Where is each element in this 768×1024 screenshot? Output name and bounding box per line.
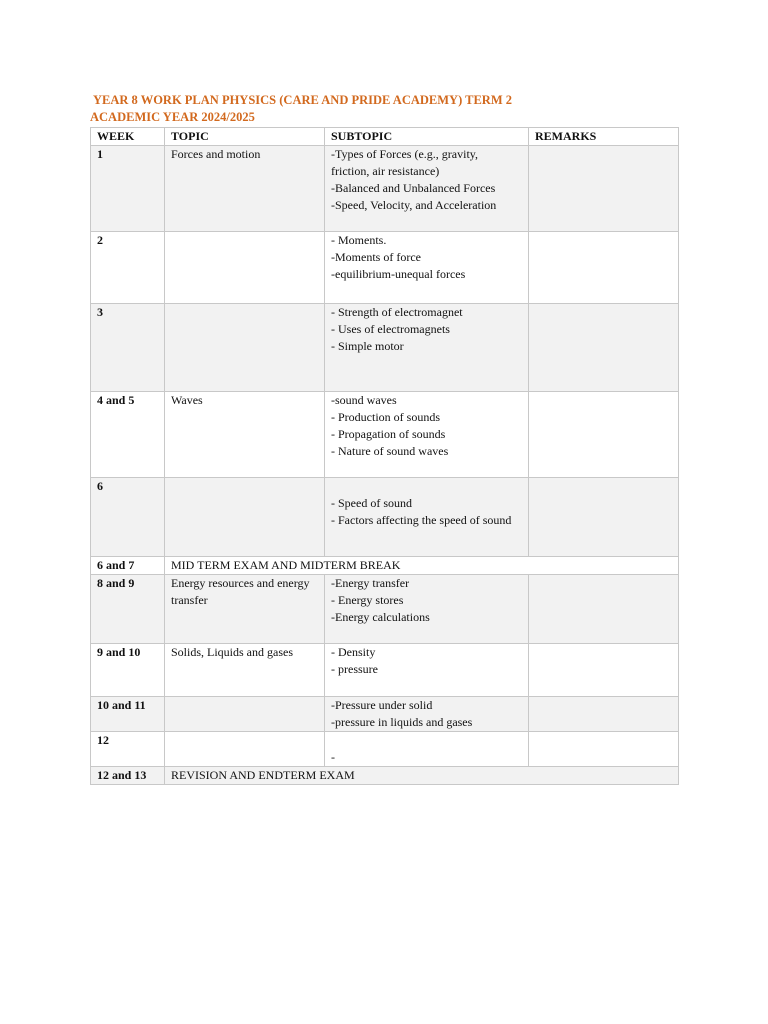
subtopic-cell	[325, 732, 529, 767]
remarks-cell	[529, 697, 679, 732]
topic-cell: Energy resources and energy transfer	[165, 575, 325, 644]
subtopic-cell	[325, 478, 529, 557]
subtopic-line: - Uses of electromagnets	[331, 322, 450, 336]
subtopic-cell	[325, 644, 529, 697]
table-row	[91, 697, 679, 732]
subtopic-line	[331, 478, 522, 495]
week-cell: 1	[91, 146, 165, 232]
topic-cell: Forces and motion	[165, 146, 325, 232]
subtopic-line: -Speed, Velocity, and Acceleration	[331, 198, 497, 212]
subtopic-line: - pressure	[331, 662, 378, 676]
subtopic-line: - Simple motor	[331, 339, 404, 353]
header-topic: TOPIC	[165, 128, 325, 146]
subtopic-cell	[325, 232, 529, 304]
subtopic-line: -Moments of force	[331, 250, 421, 264]
table-row	[91, 304, 679, 392]
subtopic-line: - Propagation of sounds	[331, 427, 446, 441]
subtopic-line: -Types of Forces (e.g., gravity,	[331, 147, 479, 161]
subtopic-line: - Density	[331, 645, 376, 659]
week-cell: 12	[91, 732, 165, 767]
week-cell: 6 and 7	[91, 557, 165, 575]
week-cell: 12 and 13	[91, 767, 165, 785]
topic-cell: Solids, Liquids and gases	[165, 644, 325, 697]
subtopic-line: -pressure in liquids and gases	[331, 715, 473, 729]
topic-cell	[165, 732, 325, 767]
week-cell: 2	[91, 232, 165, 304]
subtopic-line: friction, air resistance)	[331, 164, 440, 178]
subtopic-line: -	[331, 750, 335, 764]
table-row	[91, 478, 679, 557]
table-row	[91, 557, 679, 575]
week-cell: 8 and 9	[91, 575, 165, 644]
remarks-cell	[529, 732, 679, 767]
subtopic-cell	[325, 392, 529, 478]
merged-cell: REVISION AND ENDTERM EXAM	[165, 767, 679, 785]
header-subtopic: SUBTOPIC	[325, 128, 529, 146]
title-line-1: YEAR 8 WORK PLAN PHYSICS (CARE AND PRIDE ACADEMY) TERM 2	[93, 93, 513, 107]
week-cell: 3	[91, 304, 165, 392]
subtopic-line: -Balanced and Unbalanced Forces	[331, 181, 496, 195]
header-remarks: REMARKS	[529, 128, 679, 146]
subtopic-line: - Nature of sound waves	[331, 444, 449, 458]
week-cell: 9 and 10	[91, 644, 165, 697]
document-title	[90, 92, 512, 126]
subtopic-line: -equilibrium-unequal forces	[331, 267, 466, 281]
subtopic-line: - Energy stores	[331, 593, 404, 607]
header-week: WEEK	[91, 128, 165, 146]
subtopic-line: -Pressure under solid	[331, 698, 433, 712]
remarks-cell	[529, 478, 679, 557]
week-cell: 6	[91, 478, 165, 557]
topic-cell	[165, 304, 325, 392]
header-row	[91, 128, 679, 146]
week-cell: 4 and 5	[91, 392, 165, 478]
topic-cell	[165, 232, 325, 304]
subtopic-cell	[325, 146, 529, 232]
topic-cell	[165, 478, 325, 557]
table-row	[91, 575, 679, 644]
subtopic-cell	[325, 304, 529, 392]
subtopic-line: -sound waves	[331, 393, 397, 407]
table-row	[91, 767, 679, 785]
table-row	[91, 732, 679, 767]
subtopic-line: -Energy transfer	[331, 576, 410, 590]
title-line-2: ACADEMIC YEAR 2024/2025	[90, 110, 255, 124]
remarks-cell	[529, 575, 679, 644]
table-row	[91, 392, 679, 478]
remarks-cell	[529, 232, 679, 304]
subtopic-line: - Moments.	[331, 233, 387, 247]
subtopic-cell	[325, 575, 529, 644]
remarks-cell	[529, 392, 679, 478]
subtopic-line: - Strength of electromagnet	[331, 305, 463, 319]
week-cell: 10 and 11	[91, 697, 165, 732]
subtopic-line: -Energy calculations	[331, 610, 430, 624]
subtopic-line: - Factors affecting the speed of sound	[331, 513, 512, 527]
merged-cell: MID TERM EXAM AND MIDTERM BREAK	[165, 557, 679, 575]
topic-cell: Waves	[165, 392, 325, 478]
table-row	[91, 232, 679, 304]
work-plan-table	[90, 127, 679, 785]
remarks-cell	[529, 146, 679, 232]
subtopic-line: - Production of sounds	[331, 410, 440, 424]
subtopic-cell	[325, 697, 529, 732]
topic-cell	[165, 697, 325, 732]
remarks-cell	[529, 644, 679, 697]
table-row	[91, 644, 679, 697]
subtopic-line	[331, 732, 522, 749]
table-row	[91, 146, 679, 232]
remarks-cell	[529, 304, 679, 392]
subtopic-line: - Speed of sound	[331, 496, 412, 510]
